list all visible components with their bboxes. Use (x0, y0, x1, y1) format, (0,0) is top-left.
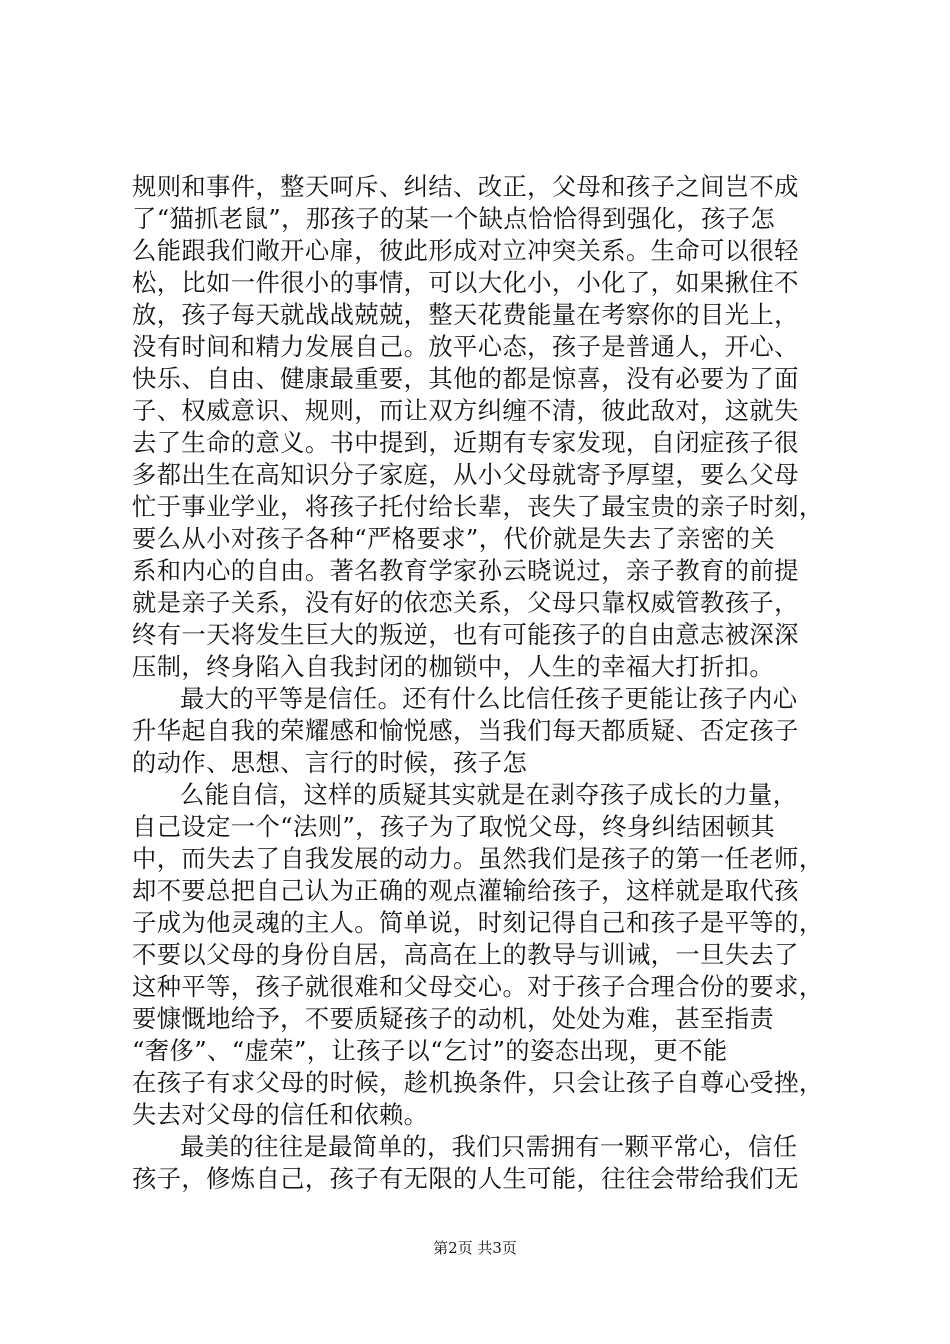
body-text (132, 171, 837, 1195)
text-line: 子成为他灵魂的主人。简单说，时刻记得自己和孩子是平等的， (132, 908, 824, 937)
text-line: 么能自信，这样的质疑其实就是在剥夺孩子成长的力量， (180, 780, 798, 809)
text-line: 在孩子有求父母的时候，趁机换条件，只会让孩子自尊心受挫， (132, 1068, 824, 1097)
text-line: 最美的往往是最简单的，我们只需拥有一颗平常心，信任 (180, 1132, 798, 1161)
text-line: 要么从小对孩子各种“严格要求”，代价就是失去了亲密的关 (132, 524, 776, 553)
text-line: 升华起自我的荣耀感和愉悦感，当我们每天都质疑、否定孩子 (132, 716, 799, 745)
text-line: 去了生命的意义。书中提到，近期有专家发现，自闭症孩子很 (132, 428, 799, 457)
text-line: 失去对父母的信任和依赖。 (132, 1100, 429, 1129)
text-line: 中，而失去了自我发展的动力。虽然我们是孩子的第一任老师， (132, 844, 824, 873)
text-line: 的动作、思想、言行的时候，孩子怎 (132, 748, 528, 777)
text-line: 规则和事件，整天呵斥、纠结、改正，父母和孩子之间岂不成 (132, 172, 799, 201)
text-line: 孩子，修炼自己，孩子有无限的人生可能，往往会带给我们无 (132, 1164, 799, 1193)
text-line: 不要以父母的身份自居，高高在上的教导与训诫，一旦失去了 (132, 940, 799, 969)
text-line: 么能跟我们敞开心扉，彼此形成对立冲突关系。生命可以很轻 (132, 236, 799, 265)
text-line: 最大的平等是信任。还有什么比信任孩子更能让孩子内心 (180, 684, 798, 713)
text-line: 没有时间和精力发展自己。放平心态，孩子是普通人，开心、 (132, 332, 799, 361)
text-line: 终有一天将发生巨大的叛逆，也有可能孩子的自由意志被深深 (132, 620, 799, 649)
text-line: 快乐、自由、健康最重要，其他的都是惊喜，没有必要为了面 (132, 364, 799, 393)
text-line: 自己设定一个“法则”，孩子为了取悦父母，终身纠结困顿其 (132, 812, 776, 841)
text-line: “奢侈”、“虚荣”，让孩子以“乞讨”的姿态出现，更不能 (132, 1036, 728, 1065)
text-line: 放，孩子每天就战战兢兢，整天花费能量在考察你的目光上， (132, 300, 799, 329)
text-line: 就是亲子关系，没有好的依恋关系，父母只靠权威管教孩子， (132, 588, 799, 617)
text-line: 子、权威意识、规则，而让双方纠缠不清，彼此敌对，这就失 (132, 396, 799, 425)
text-line: 了“猫抓老鼠”，那孩子的某一个缺点恰恰得到强化，孩子怎 (132, 204, 776, 233)
text-line: 多都出生在高知识分子家庭，从小父母就寄予厚望，要么父母 (132, 460, 799, 489)
text-line: 松，比如一件很小的事情，可以大化小，小化了，如果揪住不 (132, 268, 799, 297)
text-line: 压制，终身陷入自我封闭的枷锁中，人生的幸福大打折扣。 (132, 652, 775, 681)
text-line: 却不要总把自己认为正确的观点灌输给孩子，这样就是取代孩 (132, 876, 799, 905)
text-line: 要慷慨地给予，不要质疑孩子的动机，处处为难，甚至指责 (132, 1004, 775, 1033)
text-line: 这种平等，孩子就很难和父母交心。对于孩子合理合份的要求， (132, 972, 824, 1001)
text-line: 忙于事业学业，将孩子托付给长辈，丧失了最宝贵的亲子时刻， (132, 492, 824, 521)
text-line: 系和内心的自由。著名教育学家孙云晓说过，亲子教育的前提 (132, 556, 799, 585)
page-footer: 第2页 共3页 (433, 1239, 517, 1257)
